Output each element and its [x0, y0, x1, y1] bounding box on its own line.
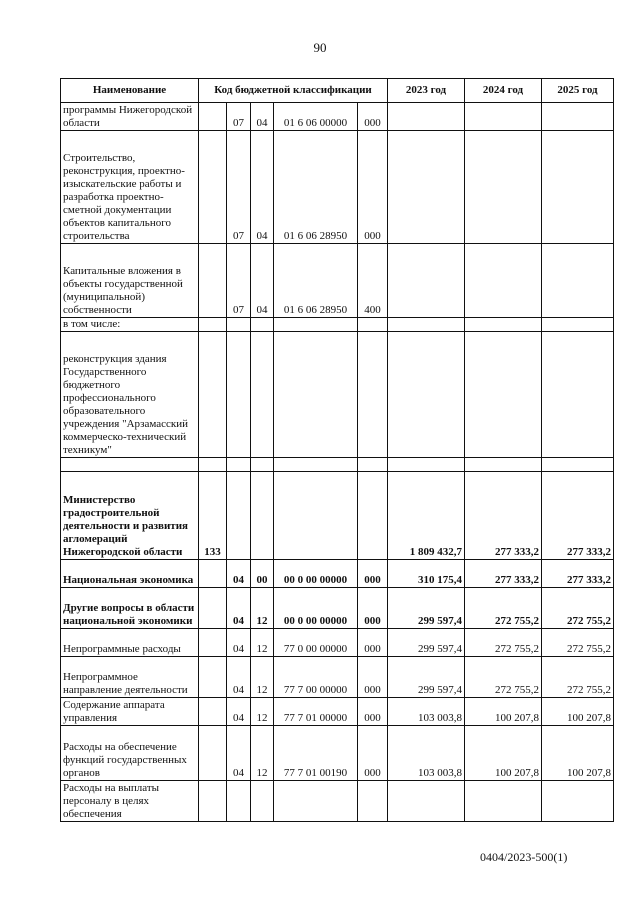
row-2024: 272 755,2 — [465, 657, 542, 698]
row-csr: 77 7 01 00000 — [274, 698, 358, 726]
row-name: Содержание аппарата управления — [61, 698, 199, 726]
row-vr: 000 — [358, 560, 388, 588]
row-ved — [199, 781, 227, 822]
row-name: Капитальные вложения в объекты государственной (муниципальной) собственности — [61, 244, 199, 318]
row-2025: 100 207,8 — [542, 726, 614, 781]
row-2025 — [542, 318, 614, 332]
row-2023 — [388, 332, 465, 458]
row-2025 — [542, 781, 614, 822]
row-2023: 299 597,4 — [388, 629, 465, 657]
row-vr — [358, 472, 388, 560]
row-pr — [251, 332, 274, 458]
row-rz: 04 — [227, 588, 251, 629]
row-2023: 299 597,4 — [388, 588, 465, 629]
row-ved — [199, 332, 227, 458]
row-vr — [358, 318, 388, 332]
table-row — [61, 560, 614, 588]
row-csr: 01 6 06 28950 — [274, 131, 358, 244]
row-pr: 12 — [251, 629, 274, 657]
row-vr — [358, 332, 388, 458]
row-2025 — [542, 332, 614, 458]
row-ved — [199, 131, 227, 244]
row-csr: 01 6 06 00000 — [274, 103, 358, 131]
table-header-row — [61, 79, 614, 103]
row-2025 — [542, 244, 614, 318]
row-2024 — [465, 781, 542, 822]
row-ved — [199, 458, 227, 472]
row-vr: 000 — [358, 103, 388, 131]
row-2023 — [388, 318, 465, 332]
header-2025: 2025 год — [542, 79, 614, 103]
row-pr: 12 — [251, 698, 274, 726]
row-name: Министерство градостроительной деятельности и развития агломераций Нижегородской области — [61, 472, 199, 560]
row-pr: 04 — [251, 244, 274, 318]
row-ved — [199, 318, 227, 332]
row-name: Непрограммные расходы — [61, 629, 199, 657]
row-vr — [358, 458, 388, 472]
table-row — [61, 698, 614, 726]
row-ved — [199, 560, 227, 588]
row-ved — [199, 698, 227, 726]
row-name: Строительство, реконструкция, проектно-изыскательские работы и разработка проектно-сметной документации объектов капитального строительства — [61, 131, 199, 244]
row-2023 — [388, 458, 465, 472]
row-ved — [199, 726, 227, 781]
row-ved — [199, 629, 227, 657]
row-csr — [274, 318, 358, 332]
row-ved: 133 — [199, 472, 227, 560]
row-2023 — [388, 244, 465, 318]
row-2023 — [388, 131, 465, 244]
row-pr — [251, 781, 274, 822]
row-name: программы Нижегородской области — [61, 103, 199, 131]
row-2023 — [388, 103, 465, 131]
row-vr: 000 — [358, 131, 388, 244]
row-name: Непрограммное направление деятельности — [61, 657, 199, 698]
document-code: 0404/2023-500(1) — [480, 850, 568, 864]
row-name: Расходы на обеспечение функций государственных органов — [61, 726, 199, 781]
row-name — [61, 458, 199, 472]
row-rz: 04 — [227, 629, 251, 657]
row-pr — [251, 458, 274, 472]
row-2025: 272 755,2 — [542, 657, 614, 698]
row-rz: 04 — [227, 726, 251, 781]
row-rz — [227, 318, 251, 332]
row-2024 — [465, 332, 542, 458]
row-2024 — [465, 244, 542, 318]
row-name: Расходы на выплаты персоналу в целях обеспечения — [61, 781, 199, 822]
row-csr — [274, 458, 358, 472]
row-rz: 07 — [227, 103, 251, 131]
row-csr: 77 7 01 00190 — [274, 726, 358, 781]
row-ved — [199, 657, 227, 698]
row-vr: 000 — [358, 657, 388, 698]
row-rz: 04 — [227, 657, 251, 698]
row-rz — [227, 458, 251, 472]
row-2023: 103 003,8 — [388, 698, 465, 726]
row-rz — [227, 472, 251, 560]
header-2023: 2023 год — [388, 79, 465, 103]
table-row — [61, 657, 614, 698]
row-2024 — [465, 131, 542, 244]
row-csr: 01 6 06 28950 — [274, 244, 358, 318]
row-ved — [199, 588, 227, 629]
row-2023: 299 597,4 — [388, 657, 465, 698]
row-2025: 100 207,8 — [542, 698, 614, 726]
row-pr: 12 — [251, 726, 274, 781]
row-rz: 04 — [227, 560, 251, 588]
row-2024: 277 333,2 — [465, 472, 542, 560]
table-row — [61, 332, 614, 458]
row-2023: 103 003,8 — [388, 726, 465, 781]
row-pr: 12 — [251, 657, 274, 698]
table-row — [61, 318, 614, 332]
row-2024 — [465, 458, 542, 472]
row-2024: 100 207,8 — [465, 726, 542, 781]
row-2023 — [388, 781, 465, 822]
row-ved — [199, 103, 227, 131]
row-pr — [251, 472, 274, 560]
row-2025: 277 333,2 — [542, 472, 614, 560]
row-name: Другие вопросы в области национальной экономики — [61, 588, 199, 629]
row-csr: 77 7 00 00000 — [274, 657, 358, 698]
table-row — [61, 131, 614, 244]
table-row — [61, 472, 614, 560]
header-code: Код бюджетной классификации — [199, 79, 388, 103]
row-2025 — [542, 103, 614, 131]
row-2024 — [465, 318, 542, 332]
row-vr: 000 — [358, 629, 388, 657]
row-vr: 000 — [358, 588, 388, 629]
row-2025: 277 333,2 — [542, 560, 614, 588]
row-vr — [358, 781, 388, 822]
row-2025 — [542, 458, 614, 472]
row-name: реконструкция здания Государственного бюджетного профессионального образовательного учреждения "Арзамасский коммерческо-технический техникум" — [61, 332, 199, 458]
row-2024: 100 207,8 — [465, 698, 542, 726]
budget-table — [60, 78, 614, 822]
row-name: в том числе: — [61, 318, 199, 332]
row-pr — [251, 318, 274, 332]
table-row — [61, 103, 614, 131]
row-csr — [274, 781, 358, 822]
table-row — [61, 588, 614, 629]
row-2025: 272 755,2 — [542, 588, 614, 629]
row-rz: 07 — [227, 131, 251, 244]
table-row — [61, 244, 614, 318]
row-vr: 400 — [358, 244, 388, 318]
row-2024 — [465, 103, 542, 131]
row-name: Национальная экономика — [61, 560, 199, 588]
row-csr — [274, 332, 358, 458]
row-csr: 00 0 00 00000 — [274, 588, 358, 629]
table-row — [61, 781, 614, 822]
table-row — [61, 726, 614, 781]
row-rz: 04 — [227, 698, 251, 726]
row-csr: 00 0 00 00000 — [274, 560, 358, 588]
row-rz — [227, 332, 251, 458]
row-2024: 277 333,2 — [465, 560, 542, 588]
row-rz — [227, 781, 251, 822]
page-number: 90 — [313, 40, 327, 55]
row-2025 — [542, 131, 614, 244]
row-csr — [274, 472, 358, 560]
row-rz: 07 — [227, 244, 251, 318]
row-2023: 1 809 432,7 — [388, 472, 465, 560]
header-2024: 2024 год — [465, 79, 542, 103]
row-vr: 000 — [358, 726, 388, 781]
row-vr: 000 — [358, 698, 388, 726]
row-2025: 272 755,2 — [542, 629, 614, 657]
row-ved — [199, 244, 227, 318]
header-name: Наименование — [61, 79, 199, 103]
row-2024: 272 755,2 — [465, 588, 542, 629]
row-csr: 77 0 00 00000 — [274, 629, 358, 657]
row-pr: 12 — [251, 588, 274, 629]
row-pr: 04 — [251, 103, 274, 131]
table-row — [61, 458, 614, 472]
row-2024: 272 755,2 — [465, 629, 542, 657]
table-row — [61, 629, 614, 657]
row-pr: 04 — [251, 131, 274, 244]
row-pr: 00 — [251, 560, 274, 588]
row-2023: 310 175,4 — [388, 560, 465, 588]
